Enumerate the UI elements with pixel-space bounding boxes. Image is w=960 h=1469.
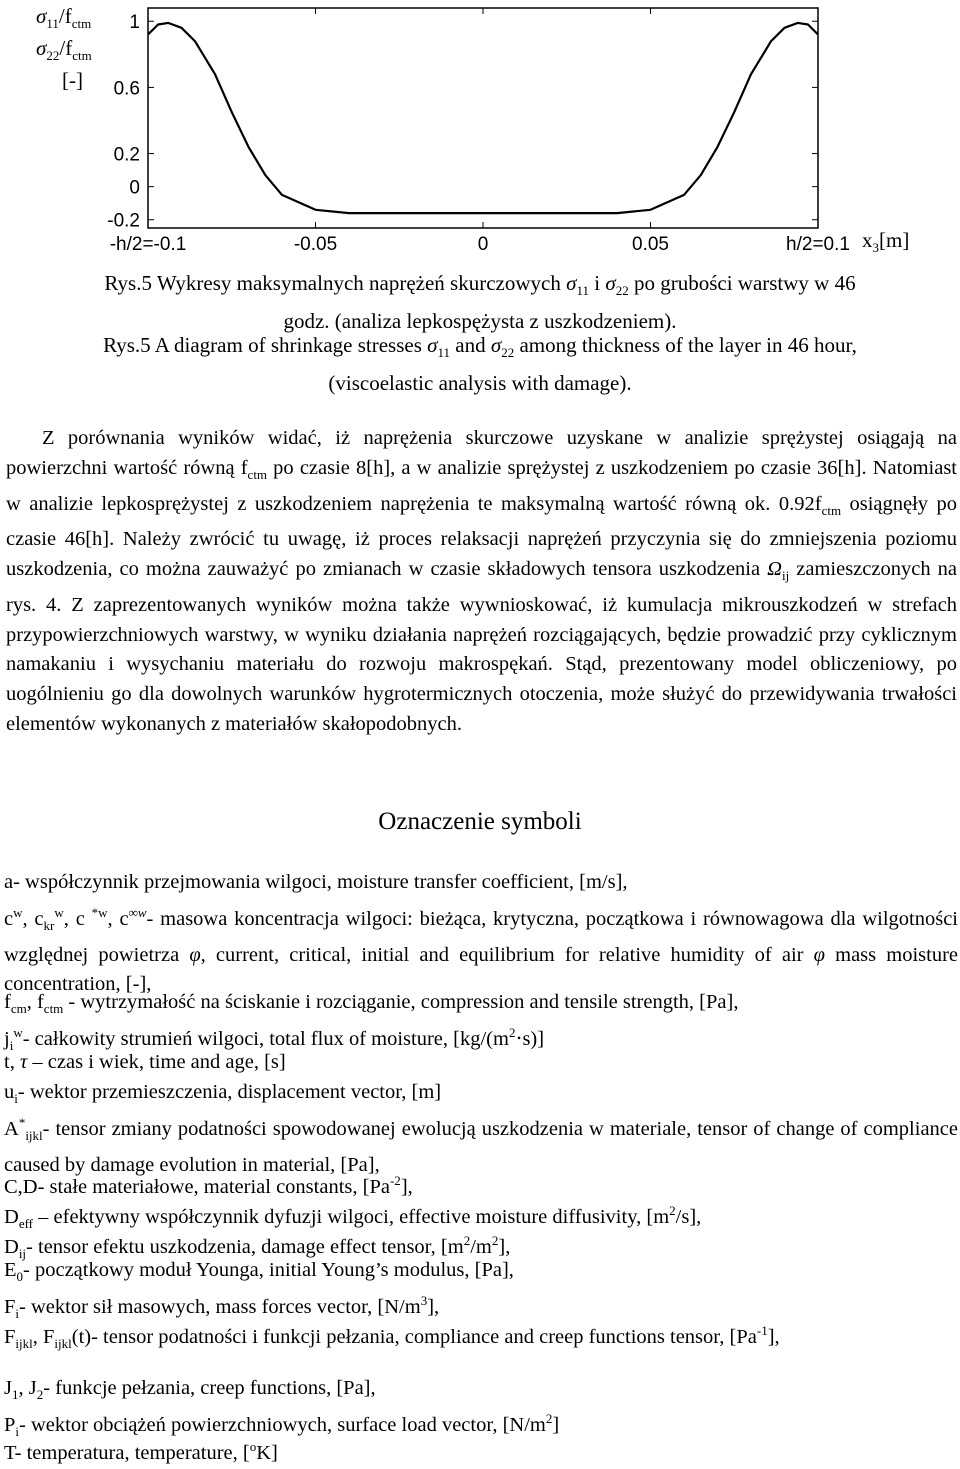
- symbol-T: T- temperatura, temperature, [$^o$K]: [4, 1439, 278, 1464]
- symbol-J: $J_1$, $J_2-$ funkcje pełzania, creep functions, [Pa],: [4, 1377, 376, 1403]
- x-tick-label: -h/2=-0.1: [109, 234, 187, 255]
- symbol-D-eff: $D_{eff}$ – efektywny współczynnik dyfuzji wilgoci, effective moisture diffusivity, $[m^2/s]$,: [4, 1203, 702, 1231]
- symbol-D-ij: $D_{ij}-$ tensor efektu uszkodzenia, damage effect tensor, $[m^2/m^2]$,: [4, 1233, 511, 1261]
- y-tick-label: 1: [129, 12, 140, 34]
- symbol-f: $f_{cm}$, $f_{ctm}$ - wytrzymałość na ściskanie i rozciąganie, compression and tensile strength, [Pa],: [4, 991, 739, 1017]
- symbol-P: $P_i-$ wektor obciążeń powierzchniowych, surface load vector, $[N/m^2]$: [4, 1411, 560, 1439]
- body-paragraph: Z porównania wyników widać, iż naprężenia skurczowe uzyskane w analizie sprężystej osiągają na powierzchni wartość równą $f_{ctm}$ po czasie 8[h], a w analizie sprężystej z uszkodzeniem po czasie 36[h]. Natomiast w analizie lepkosprężystej z uszkodzeniem naprężenia te maksymalną wartość równą ok. $0.92f_{ctm}$ osiągnęły po czasie 46[h]. Należy zwrócić tu uwagę, iż proces relaksacji naprężeń przyczynia się do zmniejszenia poziomu uszkodzenia, co można zauważyć po zmianach w czasie składowych tensora uszkodzenia $\Omega_{ij}$ zamieszczonych na rys. 4. Z zaprezentowanych wyników można także wywnioskować, iż kumulacja mikrouszkodzeń w strefach przypowierzchniowych warstwy, w wyniku działania naprężeń rozciągających, będzie prowadzić przy cyklicznym namakaniu i wysychaniu materiału do rozwoju makrospękań. Stąd, prezentowany model obliczeniowy, po uogólnieniu go dla dowolnych warunków hygrotermicznych otoczenia, może służyć do przewidywania trwałości elementów wykonanych z materiałów skałopodobnych.: [6, 427, 957, 735]
- y-tick-label: 0: [129, 177, 140, 199]
- x-tick-label: 0.05: [632, 234, 669, 255]
- y-tick-label: 0.6: [113, 78, 140, 100]
- figure-caption-en: Rys.5 A diagram of shrinkage stresses $\sigma_{11}$ and $\sigma_{22}$ among thickness of the layer in 46 hour, (viscoelastic analysis with damage).: [103, 333, 857, 396]
- symbol-u: $u_i-$ wektor przemieszczenia, displacement vector, [m]: [4, 1081, 442, 1107]
- symbol-t: t, τ – czas i wiek, time and age, [s]: [4, 1051, 286, 1073]
- symbol-j: $j_i^w-$ całkowity strumień wilgoci, total flux of moisture, $[kg/(m^2\cdot s)]$: [4, 1025, 545, 1053]
- y-axis-label-unit: [-]: [62, 68, 83, 92]
- y-axis-label-sigma11: $\sigma_{11}/f_{ctm}$: [36, 4, 92, 32]
- symbol-A: $A^*_{ijkl}-$ tensor zmiany podatności spowodowanej ewolucją uszkodzenia w materiale, tensor of change of compliance caused by damage evolution in material, [Pa],: [4, 1115, 958, 1176]
- stress-chart: [0, 0, 960, 262]
- symbol-F-ijkl: $F_{ijkl}$, $F_{ijkl}(t)-$ tensor podatności i funkcji pełzania, compliance and creep functions tensor, $[Pa^{-1}]$,: [4, 1323, 780, 1351]
- y-axis-label-sigma22: $\sigma_{22}/f_{ctm}$: [36, 36, 92, 64]
- figure-caption-pl: Rys.5 Wykresy maksymalnych naprężeń skurczowych $\sigma_{11}$ i $\sigma_{22}$ po grubości warstwy w 46 godz. (analiza lepkospężysta z uszkodzeniem).: [104, 271, 856, 334]
- x-axis-label: $x_3[m]$: [862, 228, 910, 256]
- y-tick-label: -0.2: [107, 210, 140, 232]
- x-tick-label: 0: [477, 234, 489, 255]
- x-tick-label: h/2=0.1: [786, 234, 850, 255]
- symbol-F: $F_i-$ wektor sił masowych, mass forces vector, $[N/m^3]$,: [4, 1293, 440, 1321]
- section-title: Oznaczenie symboli: [378, 808, 582, 835]
- symbol-a: a- współczynnik przejmowania wilgoci, moisture transfer coefficient, [m/s],: [4, 871, 628, 893]
- stress-series-line: [148, 23, 818, 213]
- symbol-E: $E_0-$ początkowy moduł Younga, initial Young’s modulus, [Pa],: [4, 1259, 514, 1285]
- symbol-c: $c^w$, $c_{kr}^w$, c $^{*w}$, $c^{\infty w}-$ masowa koncentracja wilgoci: bieżąca, krytyczna, początkowa i równowagowa dla wilgotności względnej powietrza φ, current, critical, initial and equilibrium for relative humidity of air φ mass moisture concentration, [-],: [4, 905, 958, 996]
- x-tick-label: -0.05: [293, 234, 338, 255]
- symbol-C: C,D- stałe materiałowe, material constants, $[Pa^{-2}]$,: [4, 1173, 413, 1198]
- chart-plot: [0, 0, 960, 262]
- y-tick-label: 0.2: [113, 144, 140, 166]
- plot-frame: [148, 8, 818, 228]
